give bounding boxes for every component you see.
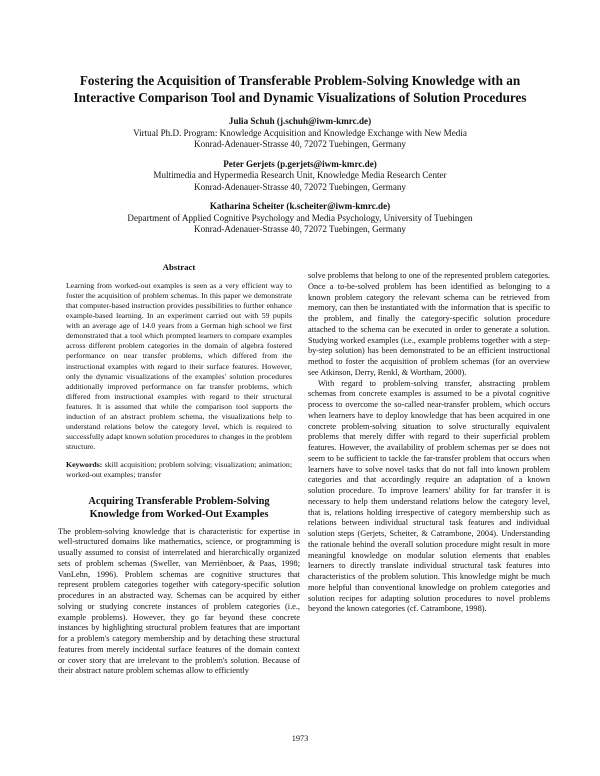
author-affiliation: Multimedia and Hypermedia Research Unit, Knowledge Media Research Center <box>153 170 447 180</box>
author-address: Konrad-Adenauer-Strasse 40, 72072 Tuebingen, Germany <box>194 139 406 149</box>
section-heading-line-2: Knowledge from Worked-Out Examples <box>89 508 269 520</box>
author-address: Konrad-Adenauer-Strasse 40, 72072 Tuebingen, Germany <box>194 181 406 192</box>
keywords-text: skill acquisition; problem solving; visualization; animation; worked-out examples; transfer <box>66 460 293 480</box>
abstract-text: Learning from worked-out examples is seen as a very efficient way to foster the acquisition of problem schemas. In this paper we demonstrate that computer-based instruction provides possibilities to further enhance example-based learning. In an experiment carried out with 59 pupils with an average age of 14.0 years from a German high school we first demonstrated that a tool which prompted learners to compare examples across different problem categories in the domain of algebra fostered performance on near transfer problems, which differed from the instructional examples with regard to their surface features. However, only the dynamic visualizations of the examples' solution procedures additionally improved performance on far transfer problems, which differed from instructional examples with regard to their structural features. It is assumed that while the comparison tool supports the induction of an abstract problem schema, the visualizations help to understand relations below the category level, which is required to successfully adapt known solution procedures to changes in the problem structure. <box>66 280 292 452</box>
section-heading <box>58 495 300 521</box>
paper-title <box>40 72 560 106</box>
section-heading-line-1: Acquiring Transferable Problem-Solving <box>88 495 270 507</box>
author-block-2 <box>40 159 560 194</box>
body-paragraph: solve problems that belong to one of the represented problem categories. Once a to-be-solved problem has been identified as belonging to a known problem category the relevant schema can be retrieved from memory, can then be instantiated with the information that is specific to the problem, and finally the category-specific solution procedure attached to the schema can be executed in order to generate a solution. Studying worked examples (i.e., example problems together with a step-by-step solution) has been demonstrated to be an efficient instructional method to foster the acquisition of problem schemas (for an overview see Atkinson, Derry, Renkl, & Wortham, 2000). <box>308 271 550 377</box>
right-column <box>308 271 550 615</box>
keywords-label: Keywords: <box>66 460 103 470</box>
author-address: Konrad-Adenauer-Strasse 40, 72072 Tuebingen, Germany <box>194 224 406 234</box>
page-number: 1973 <box>291 734 309 743</box>
title-line-1: Fostering the Acquisition of Transferable Problem-Solving Knowledge with an <box>79 73 521 88</box>
abstract-heading: Abstract <box>162 262 196 272</box>
author-affiliation: Department of Applied Cognitive Psychology and Media Psychology, University of Tuebingen <box>127 212 473 223</box>
title-line-2: Interactive Comparison Tool and Dynamic Visualizations of Solution Procedures <box>73 90 527 105</box>
author-name: Katharina Scheiter (k.scheiter@iwm-kmrc.de) <box>209 201 391 211</box>
author-name: Julia Schuh (j.schuh@iwm-kmrc.de) <box>228 116 372 126</box>
author-name: Peter Gerjets (p.gerjets@iwm-kmrc.de) <box>223 158 377 169</box>
keywords <box>58 460 300 480</box>
left-column <box>58 262 300 677</box>
author-affiliation: Virtual Ph.D. Program: Knowledge Acquisition and Knowledge Exchange with New Media <box>133 127 467 138</box>
body-paragraph: The problem-solving knowledge that is characteristic for expertise in well-structured domains like mathematics, science, or programming is usually assumed to consist of interrelated and hierarchically organized sets of problem schemas (Sweller, van Merriënboer, & Paas, 1998; VanLehn, 1996). Problem schemas are cognitive structures that represent problem categories together with category-specific solution procedures in an abstracted way. Schemas can be acquired by either solving or studying concrete instances of problem categories (i.e., example problems). However, they go far beyond these concrete instances by highlighting structural problem features that are important for a problem's category membership and by detaching these structural features from merely incidental surface features of the domain context or cover story that are irrelevant to the problem's solution. Because of their abstract nature problem schemas allow to efficiently <box>58 526 300 676</box>
body-paragraph: With regard to problem-solving transfer, abstracting problem schemas from concrete examples is assumed to be a pivotal cognitive process to overcome the so-called near-transfer problem, which occurs when learners have to deploy knowledge that has been acquired in one concrete problem-solving situation to solve structurally equivalent problems that merely differ with regard to their superficial problem features. However, the availability of problem schemas per se does not seem to be sufficient to tackle the far-transfer problem that occurs when learners have to solve novel tasks that do not fall into known problem categories and that accordingly require an adaptation of a known solution procedure. To improve learners' ability for far transfer it is necessary to help them understand relations below the category level, that is, relations holding irrespective of category membership such as relations between individual structural task features and individual solution steps (Gerjets, Scheiter, & Catrambone, 2004). Understanding the rationale behind the overall solution procedure might result in more meaningful knowledge on modular solution elements that enables learners to directly translate individual structural task features into characteristics of the problem solution. This knowledge might be much more helpful than conventional knowledge on problem categories and solution recipes for adapting solution procedures to novel problems beyond the known categories (cf. Catrambone, 1998). <box>308 378 550 614</box>
author-block-1 <box>40 116 560 151</box>
author-list <box>40 116 560 244</box>
author-block-3 <box>40 201 560 236</box>
